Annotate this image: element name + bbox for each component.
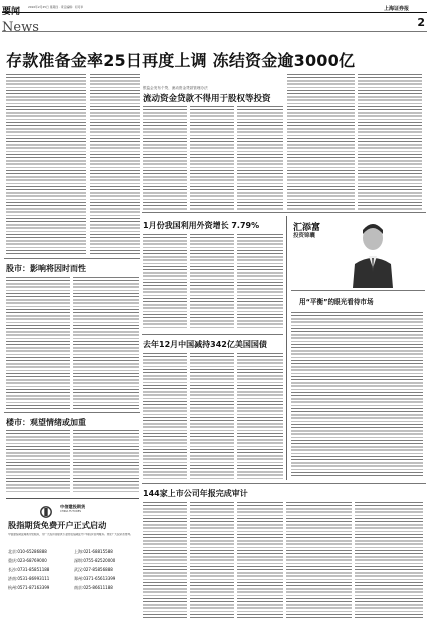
- columnist-photo: [351, 220, 395, 288]
- ad-contact-item: 长沙:0731-85851188: [8, 567, 50, 572]
- column-box: [286, 216, 426, 480]
- main-headline: 存款准备金率25日再度上调 冻结资金逾3000亿: [6, 51, 356, 70]
- ad-contact-item: 北京:010-65286888: [8, 549, 47, 554]
- news-label: News: [2, 20, 39, 35]
- listed-body-4: [286, 502, 352, 620]
- ad-contacts: [8, 549, 136, 619]
- lead-body-right1: [287, 74, 355, 210]
- ad-contact-item: 济南:0531-86993111: [8, 576, 50, 581]
- section-label: [2, 4, 20, 17]
- credit-title: 流动资金贷款不得用于股权等投资: [143, 94, 271, 104]
- page-number: 2: [417, 16, 425, 29]
- issue-meta: 2010年2月25日 星期四 · 责任编辑：何可华: [28, 5, 84, 9]
- treasury-title: 去年12月中国减持342亿美国国债: [143, 340, 267, 349]
- column-title: 用“平衡”的眼光看待市场: [299, 298, 374, 306]
- lead-body-right2: [358, 74, 422, 210]
- ad-logo: 中信建投期货: [60, 504, 86, 509]
- listed-body-3: [237, 502, 283, 620]
- treasury-body-1: [143, 353, 187, 481]
- header-rule-2: [2, 31, 427, 32]
- divider-stock: [4, 258, 140, 259]
- treasury-body-2: [190, 353, 234, 481]
- listed-body-1: [143, 502, 187, 620]
- divider-listed: [142, 483, 426, 484]
- column-rule: [291, 290, 425, 291]
- property-title: 楼市：观望情绪或加重: [6, 418, 86, 427]
- stock-body-2: [73, 277, 139, 410]
- divider-credit: [142, 212, 426, 213]
- column-body: [291, 312, 423, 478]
- ad-contact-item: 杭州:0571-87163399: [8, 585, 50, 590]
- ad-contact-item: 郑州:0371-65613399: [74, 576, 116, 581]
- treasury-body-3: [237, 353, 283, 481]
- futures-ad: [6, 498, 139, 620]
- stock-title: 股市：影响将因时而性: [6, 264, 86, 273]
- ad-logo-icon: [36, 503, 56, 515]
- listed-body-5: [355, 502, 423, 620]
- fdi-title: 1月份我国利用外资增长 7.79%: [143, 221, 260, 230]
- divider-treasury: [142, 334, 283, 335]
- fdi-body-1: [143, 234, 187, 330]
- listed-body-2: [190, 502, 234, 620]
- column-brand: 汇添富: [293, 223, 321, 233]
- paper-name: 上海证券报: [383, 6, 409, 12]
- stock-body-1: [6, 277, 70, 410]
- header-rule: [2, 12, 427, 13]
- lead-body-left: [6, 74, 86, 254]
- credit-kicker: 银监会发布个贷、流动资金贷款管理办法: [143, 86, 208, 90]
- column-tag: 投资锦囊: [293, 233, 316, 239]
- ad-contact-item: 武汉:027-85856888: [74, 567, 113, 572]
- credit-body-2: [190, 106, 234, 210]
- masthead: [2, 4, 427, 34]
- credit-body-1: [143, 106, 187, 210]
- property-body-2: [73, 430, 139, 492]
- ad-logo-en: CHINA FUTURES: [60, 510, 82, 513]
- fdi-body-3: [237, 234, 283, 330]
- ad-contact-item: 重庆:023-68769000: [8, 558, 47, 563]
- ad-contact-item: 深圳:0755-82520000: [74, 558, 116, 563]
- ad-title: 股指期货免费开户正式启动: [8, 520, 107, 530]
- lead-body-mid: [90, 74, 140, 254]
- credit-body-3: [237, 106, 283, 210]
- fdi-body-2: [190, 234, 234, 330]
- listed-title: 144家上市公司年报完成审计: [143, 489, 248, 498]
- property-body-1: [6, 430, 70, 492]
- ad-contact-item: 上海:021-68815588: [74, 549, 113, 554]
- divider-property: [4, 412, 140, 413]
- ad-contact-item: 南京:025-86611188: [74, 585, 113, 590]
- ad-body: 中信建投期货竭诚为您服务，为广大投资者提供专业的股指期货开户和投资咨询服务。欢迎广大投资者垂询。: [8, 533, 133, 536]
